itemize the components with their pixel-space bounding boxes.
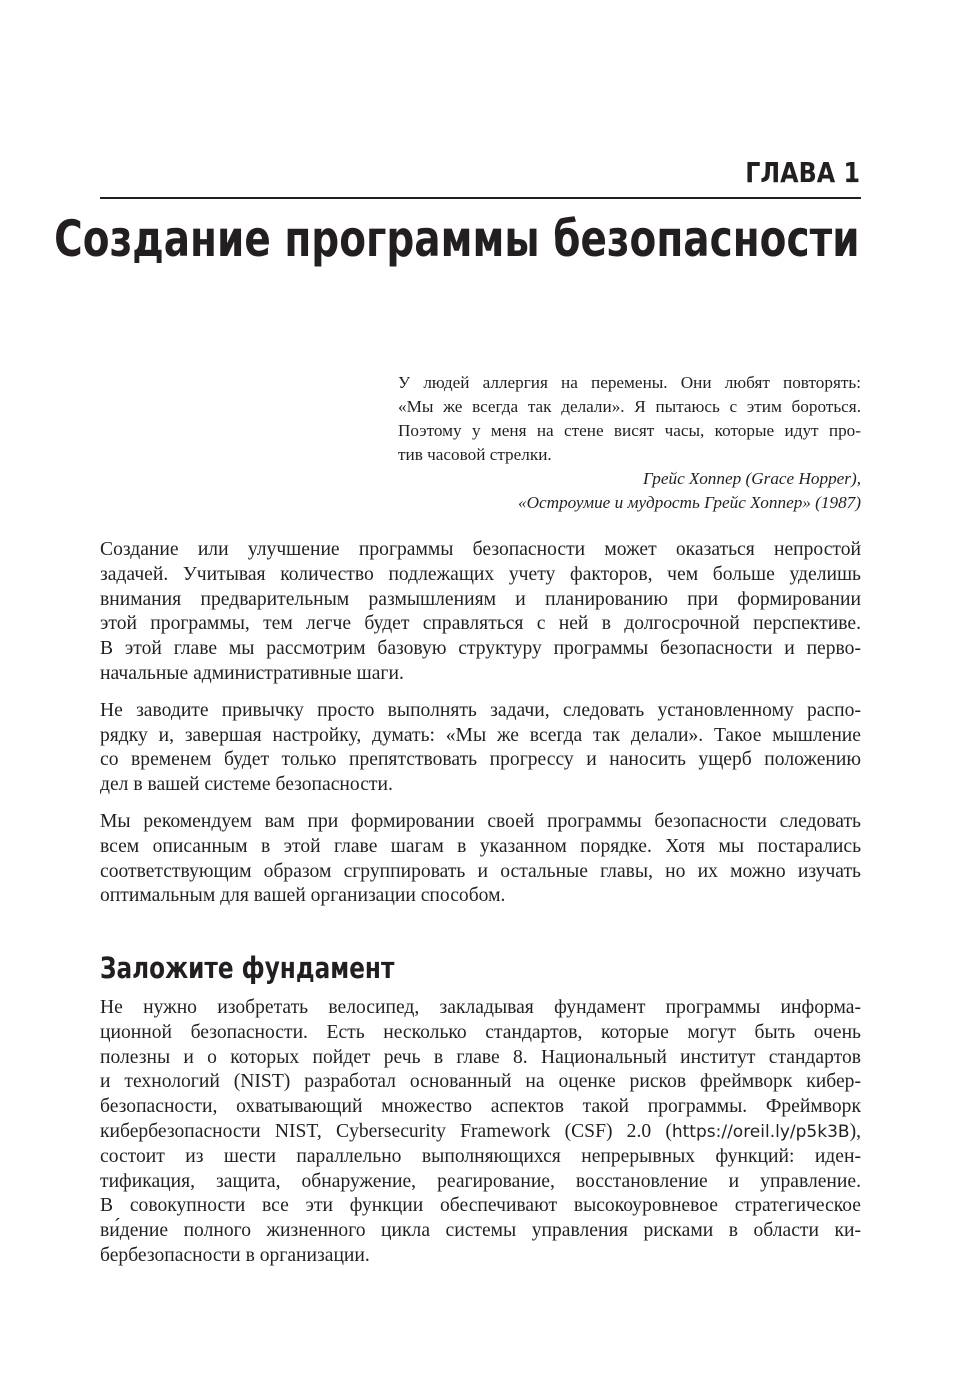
epigraph-quote xyxy=(398,371,861,467)
text-line: оптимальным для вашей организации способом. xyxy=(100,885,506,907)
text-line: задачей. Учитывая количество подлежащих учету факторов, чем больше уделишь xyxy=(100,563,861,585)
text-line-with-link xyxy=(100,1120,861,1145)
text-line: состоит из шести параллельно выполняющихся непрерывных функций: иден- xyxy=(100,1145,861,1167)
text-line: Создание или улучшение программы безопасности может оказаться непростой xyxy=(100,539,861,560)
text-line: дел в вашей системе безопасности. xyxy=(100,774,393,796)
text-line: со временем будет только препятствовать прогрессу и наносить ущерб положению xyxy=(100,749,861,771)
text-line: безопасности, охватывающий множество аспектов такой программы. Фреймворк xyxy=(100,1096,861,1118)
text-line: соответствующим образом сгруппировать и остальные главы, но их можно изучать xyxy=(100,860,861,882)
epigraph-attribution-author: Грейс Хоппер (Grace Hopper), xyxy=(643,469,861,488)
chapter-rule xyxy=(100,197,861,199)
epigraph-line: У людей аллергия на перемены. Они любят повторять: xyxy=(398,373,861,392)
text-line: В совокупности все эти функции обеспечивают высокоуровневое стратегическое xyxy=(100,1195,861,1217)
section-heading: Заложите фундамент xyxy=(100,951,395,985)
text-line: ционной безопасности. Есть несколько стандартов, которые могут быть очень xyxy=(100,1021,861,1043)
section-text xyxy=(100,996,861,1281)
text-line: рядку и, завершая настройку, думать: «Мы же всегда так делали». Такое мышление xyxy=(100,724,861,746)
text-fragment: кибербезопасности NIST, Cybersecurity Framework (CSF) 2.0 ( xyxy=(100,1120,672,1142)
text-line: начальные административные шаги. xyxy=(100,662,404,684)
epigraph xyxy=(398,371,861,515)
epigraph-attribution-source: «Остроумие и мудрость Грейс Хоппер» (1987) xyxy=(518,493,861,512)
chapter-title: Создание программы безопасности xyxy=(54,210,860,268)
intro-paragraph-2 xyxy=(100,699,861,798)
text-line: всем описанным в этой главе шагам в указанном порядке. Хотя мы постарались xyxy=(100,835,861,857)
text-line: и технологий (NIST) разработал основанный на оценке рисков фреймворк кибер- xyxy=(100,1071,861,1093)
intro-text xyxy=(100,538,861,921)
text-line: полезны и о которых пойдет речь в главе 8. Национальный институт стандартов xyxy=(100,1046,861,1068)
intro-paragraph-1 xyxy=(100,538,861,687)
text-line: ви́дение полного жизненного цикла системы управления рисками в области ки- xyxy=(100,1220,861,1242)
intro-paragraph-3 xyxy=(100,810,861,909)
csf-link[interactable]: https://oreil.ly/p5k3B xyxy=(671,1121,850,1142)
text-fragment: ), xyxy=(849,1120,861,1142)
epigraph-line: Поэтому у меня на стене висят часы, которые идут про- xyxy=(398,421,861,440)
section-paragraph xyxy=(100,996,861,1269)
text-line: тификация, защита, обнаружение, реагирование, восстановление и управление. xyxy=(100,1170,861,1192)
text-line: Мы рекомендуем вам при формировании своей программы безопасности следовать xyxy=(100,810,861,832)
text-line: этой программы, тем легче будет справляться с ней в долгосрочной перспективе. xyxy=(100,613,861,635)
text-line: В этой главе мы рассмотрим базовую структуру программы безопасности и перво- xyxy=(100,638,861,660)
epigraph-line: тив часовой стрелки. xyxy=(398,445,552,464)
text-line: Не нужно изобретать велосипед, закладывая фундамент программы информа- xyxy=(100,997,861,1018)
chapter-label: ГЛАВА 1 xyxy=(745,156,860,189)
epigraph-line: «Мы же всегда так делали». Я пытаюсь с этим бороться. xyxy=(398,397,861,416)
text-line: внимания предварительным размышлениям и планированию при формировании xyxy=(100,588,861,610)
text-line: Не заводите привычку просто выполнять задачи, следовать установленному распо- xyxy=(100,699,861,721)
text-line: бербезопасности в организации. xyxy=(100,1244,370,1266)
